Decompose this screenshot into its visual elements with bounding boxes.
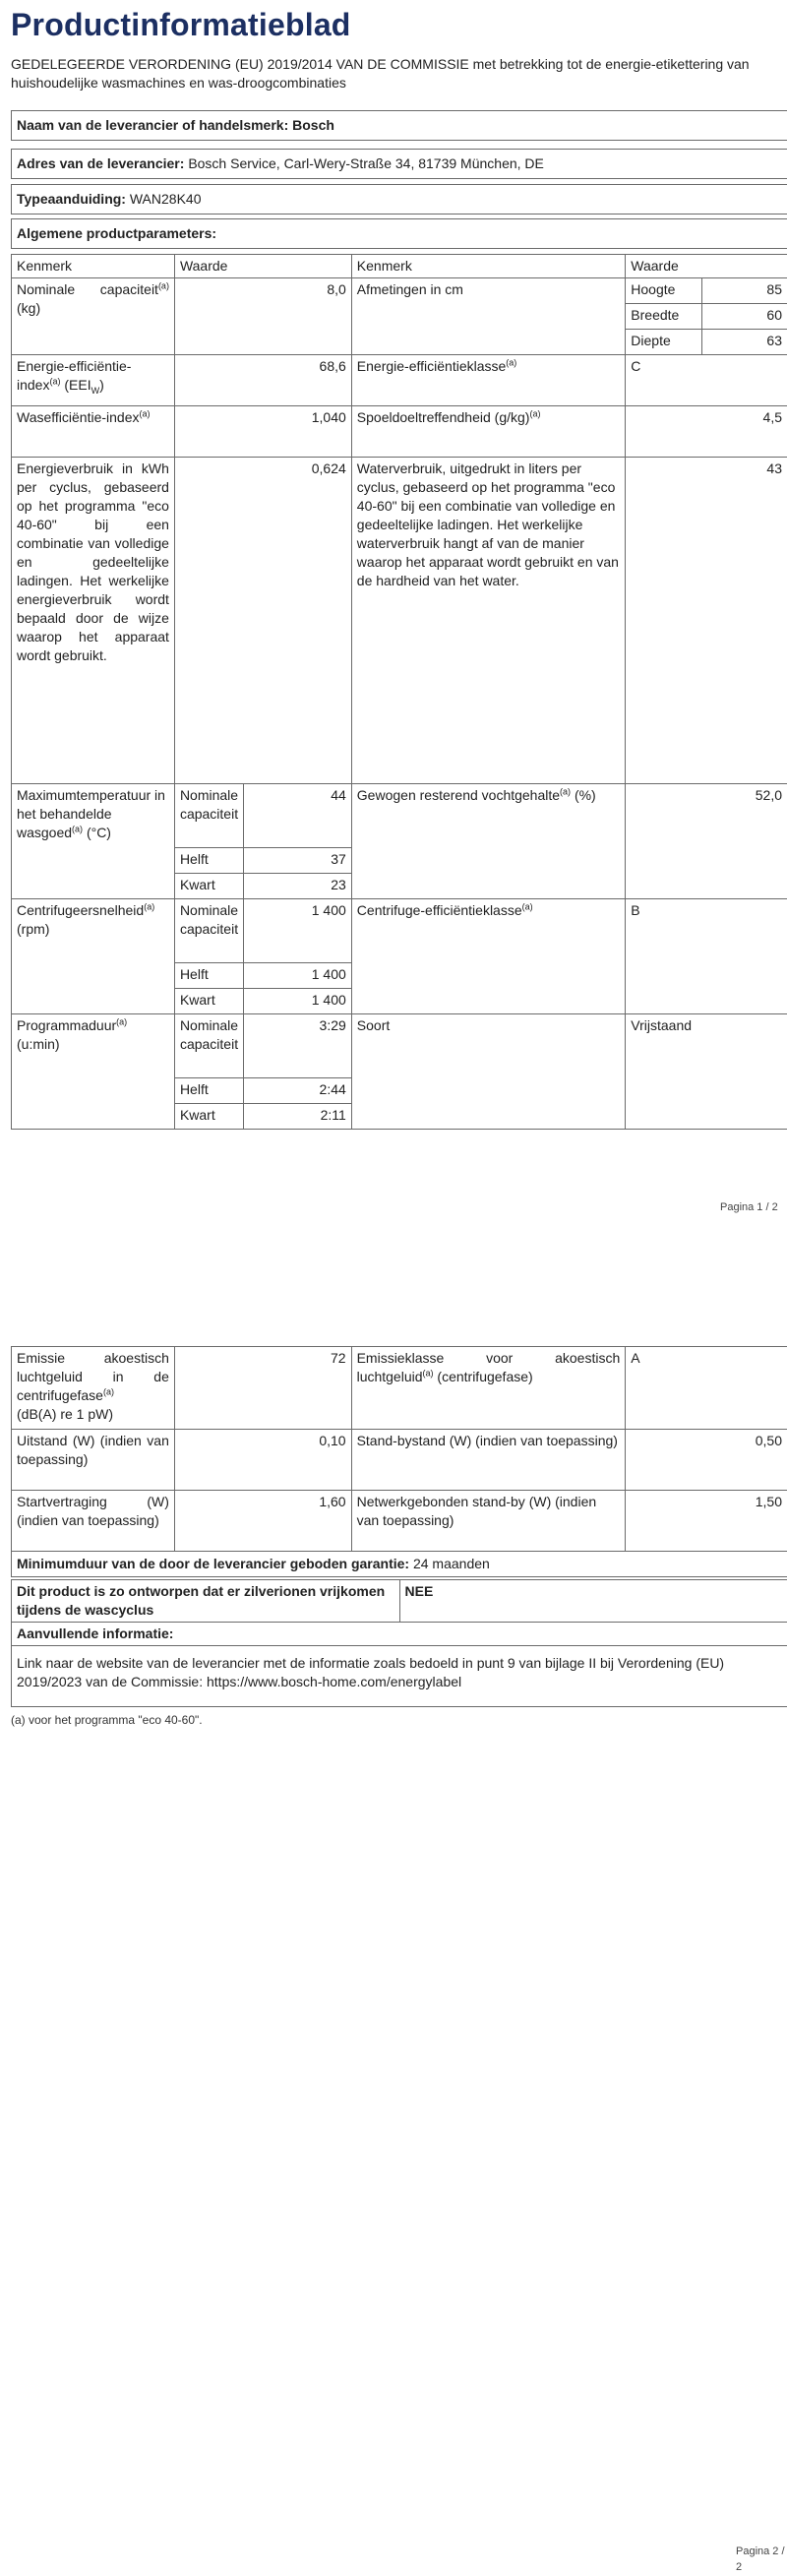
width-value: 60 bbox=[702, 304, 787, 330]
additional-info-box bbox=[11, 1622, 787, 1707]
general-params-box bbox=[11, 218, 787, 249]
duration-half-value: 2:44 bbox=[244, 1078, 352, 1104]
depth-label: Diepte bbox=[626, 330, 702, 355]
type-label: Typeaanduiding: bbox=[17, 191, 126, 207]
row-noise bbox=[12, 1347, 787, 1430]
noise-class-label: Emissieklasse voor akoestisch luchtgeluid$^{(a)}$ (centrifugefase) bbox=[351, 1347, 626, 1430]
additional-info-label: Aanvullende informatie: bbox=[12, 1623, 787, 1646]
energy-consumption-label: Energieverbruik in kWh per cyclus, gebaseerd op het programma "eco 40-60" bij een combinatie van volledige en gedeeltelijke ladingen. Het werkelijke energieverbruik wordt bepaald door de wijze waarop het apparaat wordt gebruikt. bbox=[12, 458, 175, 784]
max-temp-quarter-label: Kwart bbox=[174, 874, 243, 899]
warranty-value: 24 maanden bbox=[413, 1556, 490, 1571]
eei-label: Energie-efficiëntie-index$^{(a)}$ $(EEI_W)$ bbox=[12, 355, 175, 406]
duration-half-label: Helft bbox=[174, 1078, 243, 1104]
type-kind-value: Vrijstaand bbox=[626, 1014, 787, 1130]
network-standby-value: 1,50 bbox=[626, 1491, 787, 1552]
water-consumption-value: 43 bbox=[626, 458, 787, 784]
height-label: Hoogte bbox=[626, 278, 702, 304]
row-duration-nominal bbox=[12, 1014, 787, 1078]
warranty-label: Minimumduur van de door de leverancier geboden garantie: bbox=[17, 1556, 409, 1571]
row-max-temp-nominal bbox=[12, 784, 787, 848]
moisture-label: Gewogen resterend vochtgehalte$^{(a)}$ (%) bbox=[351, 784, 625, 899]
spin-label: Centrifugeersnelheid$^{(a)}$ (rpm) bbox=[12, 899, 175, 1014]
duration-quarter-value: 2:11 bbox=[244, 1104, 352, 1130]
supplier-link-text: Link naar de website van de leverancier met de informatie zoals bedoeld in punt 9 van bijlage II bij Verordening (EU) 2019/2023 van de Commissie: https://www.bosch-home.com/energylabel bbox=[12, 1646, 787, 1707]
delay-start-label: Startvertraging (W) (indien van toepassing) bbox=[12, 1491, 175, 1552]
standby-label: Stand-bystand (W) (indien van toepassing) bbox=[351, 1430, 626, 1491]
spin-quarter-value: 1 400 bbox=[244, 989, 352, 1014]
max-temp-half-value: 37 bbox=[244, 848, 352, 874]
water-consumption-label: Waterverbruik, uitgedrukt in liters per cyclus, gebaseerd op het programma "eco 40-60" bij een combinatie van volledige en gedeeltelijke ladingen. Het werkelijke waterverbruik hangt af van de manier waarop het apparaat wordt gebruikt en van de hardheid van het water. bbox=[351, 458, 625, 784]
max-temp-nominal-label: Nominale capaciteit bbox=[174, 784, 243, 848]
noise-value: 72 bbox=[174, 1347, 351, 1430]
spin-half-label: Helft bbox=[174, 963, 243, 989]
type-cell bbox=[12, 185, 787, 215]
silver-ion-label: Dit product is zo ontworpen dat er zilverionen vrijkomen tijdens de wascyclus bbox=[12, 1580, 400, 1623]
regulation-text: GEDELEGEERDE VERORDENING (EU) 2019/2014 VAN DE COMMISSIE met betrekking tot de energie-etikettering van huishoudelijke wasmachines en was-droogcombinaties bbox=[11, 55, 778, 92]
nominal-capacity-label: Nominale capaciteit$^{(a)}$ (kg) bbox=[12, 278, 175, 355]
spin-nominal-label: Nominale capaciteit bbox=[174, 899, 243, 963]
supplier-name-value: Bosch bbox=[292, 117, 334, 133]
max-temp-nominal-value: 44 bbox=[244, 784, 352, 848]
type-box bbox=[11, 184, 787, 215]
rinse-value: 4,5 bbox=[626, 406, 787, 458]
type-value: WAN28K40 bbox=[130, 191, 202, 207]
supplier-address-value: Bosch Service, Carl-Wery-Straße 34, 81739 München, DE bbox=[188, 155, 544, 171]
warranty-cell bbox=[12, 1552, 787, 1577]
height-value: 85 bbox=[702, 278, 787, 304]
nominal-capacity-value: 8,0 bbox=[174, 278, 351, 355]
duration-nominal-label: Nominale capaciteit bbox=[174, 1014, 243, 1078]
warranty-box bbox=[11, 1551, 787, 1577]
footnote: (a) voor het programma "eco 40-60". bbox=[11, 1712, 203, 1729]
header-row bbox=[12, 255, 787, 278]
spin-class-value: B bbox=[626, 899, 787, 1014]
duration-quarter-label: Kwart bbox=[174, 1104, 243, 1130]
moisture-value: 52,0 bbox=[626, 784, 787, 899]
type-kind-label: Soort bbox=[351, 1014, 625, 1130]
col-header-kenmerk-2: Kenmerk bbox=[351, 255, 625, 278]
energy-class-value: C bbox=[626, 355, 787, 406]
spin-quarter-label: Kwart bbox=[174, 989, 243, 1014]
max-temp-half-label: Helft bbox=[174, 848, 243, 874]
supplier-address-label: Adres van de leverancier: bbox=[17, 155, 184, 171]
off-mode-label: Uitstand (W) (indien van toepassing) bbox=[12, 1430, 175, 1491]
supplier-address-cell bbox=[12, 150, 787, 179]
col-header-waarde: Waarde bbox=[174, 255, 351, 278]
max-temp-label: Maximumtemperatuur in het behandelde wasgoed$^{(a)}$ (°C) bbox=[12, 784, 175, 899]
row-energy-consumption bbox=[12, 458, 787, 784]
silver-ion-box bbox=[11, 1579, 787, 1623]
row-eei bbox=[12, 355, 787, 406]
row-delay-start bbox=[12, 1491, 787, 1552]
row-wash-efficiency bbox=[12, 406, 787, 458]
duration-label: Programmaduur$^{(a)}$ (u:min) bbox=[12, 1014, 175, 1130]
row-off-mode bbox=[12, 1430, 787, 1491]
supplier-address-box bbox=[11, 149, 787, 179]
max-temp-quarter-value: 23 bbox=[244, 874, 352, 899]
wash-efficiency-label: Wasefficiëntie-index$^{(a)}$ bbox=[12, 406, 175, 458]
row-capacity bbox=[12, 278, 787, 304]
params-table-page2 bbox=[11, 1346, 787, 1552]
params-table-page1 bbox=[11, 254, 787, 1130]
wash-efficiency-value: 1,040 bbox=[174, 406, 351, 458]
rinse-label: Spoeldoeltreffendheid $(g/kg)^{(a)}$ bbox=[351, 406, 625, 458]
silver-ion-value: NEE bbox=[399, 1580, 787, 1623]
supplier-name-label: Naam van de leverancier of handelsmerk: bbox=[17, 117, 288, 133]
energy-class-label: Energie-efficiëntieklasse$^{(a)}$ bbox=[351, 355, 625, 406]
network-standby-label: Netwerkgebonden stand-by (W) (indien van toepassing) bbox=[351, 1491, 626, 1552]
supplier-name-box bbox=[11, 110, 787, 141]
eei-value: 68,6 bbox=[174, 355, 351, 406]
page-title: Productinformatieblad bbox=[11, 2, 351, 47]
page-2-footer: Pagina 2 / 2 bbox=[736, 2545, 787, 2576]
spin-nominal-value: 1 400 bbox=[244, 899, 352, 963]
duration-nominal-value: 3:29 bbox=[244, 1014, 352, 1078]
standby-value: 0,50 bbox=[626, 1430, 787, 1491]
supplier-name-cell bbox=[12, 111, 787, 141]
spin-class-label: Centrifuge-efficiëntieklasse$^{(a)}$ bbox=[351, 899, 625, 1014]
general-params-label: Algemene productparameters: bbox=[12, 219, 787, 249]
noise-class-value: A bbox=[626, 1347, 787, 1430]
row-spin-nominal bbox=[12, 899, 787, 963]
off-mode-value: 0,10 bbox=[174, 1430, 351, 1491]
noise-label: Emissie akoestisch luchtgeluid in de centrifugefase$^{(a)}$ (dB(A) re 1 pW) bbox=[12, 1347, 175, 1430]
energy-consumption-value: 0,624 bbox=[174, 458, 351, 784]
delay-start-value: 1,60 bbox=[174, 1491, 351, 1552]
spin-half-value: 1 400 bbox=[244, 963, 352, 989]
depth-value: 63 bbox=[702, 330, 787, 355]
dimensions-label: Afmetingen in cm bbox=[351, 278, 625, 355]
col-header-kenmerk: Kenmerk bbox=[12, 255, 175, 278]
page-1-footer: Pagina 1 / 2 bbox=[720, 1200, 778, 1216]
width-label: Breedte bbox=[626, 304, 702, 330]
col-header-waarde-2: Waarde bbox=[626, 255, 787, 278]
